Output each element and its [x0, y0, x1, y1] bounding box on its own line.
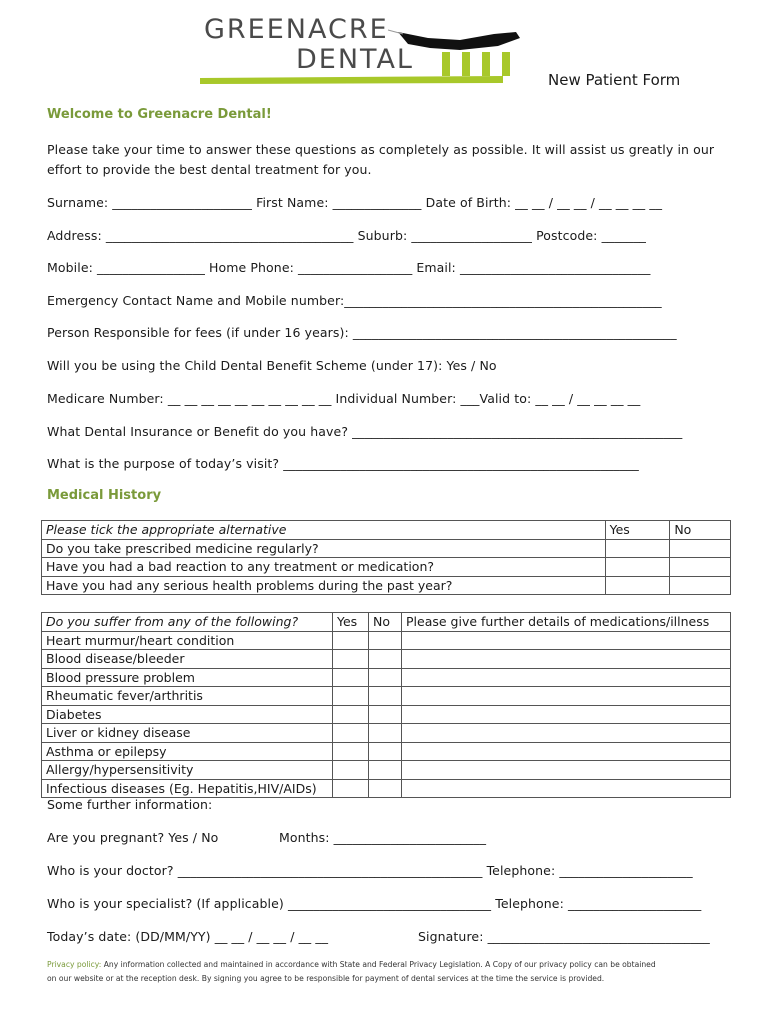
no-checkbox[interactable]	[369, 779, 402, 798]
no-checkbox[interactable]	[369, 631, 402, 650]
insurance-row[interactable]: What Dental Insurance or Benefit do you have? ____________________________________________________	[47, 424, 683, 439]
signature-field[interactable]: Signature: ___________________________________	[418, 929, 710, 944]
privacy-policy-text-1: Any information collected and maintained in accordance with State and Federal Privacy Legislation. A Copy of our privacy policy can be obtained	[101, 960, 656, 969]
table-row	[42, 558, 731, 577]
general-health-table	[41, 520, 731, 595]
yes-checkbox[interactable]	[333, 705, 369, 724]
emergency-contact-row[interactable]: Emergency Contact Name and Mobile number:__________________________________________________	[47, 293, 662, 308]
yes-checkbox[interactable]	[605, 576, 670, 595]
question-cell: Do you take prescribed medicine regularly?	[42, 539, 606, 558]
table-row	[42, 724, 731, 743]
no-checkbox[interactable]	[369, 687, 402, 706]
table-row	[42, 779, 731, 798]
yes-checkbox[interactable]	[605, 539, 670, 558]
condition-cell: Asthma or epilepsy	[42, 742, 333, 761]
yes-checkbox[interactable]	[333, 631, 369, 650]
no-checkbox[interactable]	[670, 558, 731, 577]
no-checkbox[interactable]	[369, 668, 402, 687]
pregnant-field[interactable]: Are you pregnant? Yes / No	[47, 830, 219, 845]
condition-cell: Heart murmur/heart condition	[42, 631, 333, 650]
condition-cell: Allergy/hypersensitivity	[42, 761, 333, 780]
conditions-table	[41, 612, 731, 798]
responsible-person-row[interactable]: Person Responsible for fees (if under 16 years): ___________________________________________________	[47, 325, 677, 340]
table-header-details: Please give further details of medications/illness	[402, 613, 731, 632]
no-checkbox[interactable]	[369, 705, 402, 724]
table-row	[42, 668, 731, 687]
intro-line-2: effort to provide the best dental treatment for you.	[47, 162, 372, 177]
further-info-label: Some further information:	[47, 797, 213, 812]
table-header-row	[42, 613, 731, 632]
details-field[interactable]	[402, 687, 731, 706]
condition-cell: Blood disease/bleeder	[42, 650, 333, 669]
no-checkbox[interactable]	[369, 761, 402, 780]
table-header-condition: Do you suffer from any of the following?	[42, 613, 333, 632]
table-row	[42, 742, 731, 761]
privacy-policy-line-2: on our website or at the reception desk. By signing you agree to be responsible for payment of dental services at the time the service is provided.	[47, 974, 605, 983]
logo-line2: DENTAL	[296, 44, 414, 75]
condition-cell: Blood pressure problem	[42, 668, 333, 687]
details-field[interactable]	[402, 705, 731, 724]
condition-cell: Diabetes	[42, 705, 333, 724]
logo-line1: GREENACRE	[204, 14, 389, 45]
table-row	[42, 705, 731, 724]
logo	[198, 10, 528, 90]
welcome-heading: Welcome to Greenacre Dental!	[47, 107, 272, 122]
table-header-yes: Yes	[333, 613, 369, 632]
yes-checkbox[interactable]	[333, 687, 369, 706]
yes-checkbox[interactable]	[333, 761, 369, 780]
condition-cell: Rheumatic fever/arthritis	[42, 687, 333, 706]
yes-checkbox[interactable]	[333, 668, 369, 687]
details-field[interactable]	[402, 779, 731, 798]
name-dob-row[interactable]: Surname: ______________________ First Name: ______________ Date of Birth: __ __ / __ __ / __ __ __ __	[47, 195, 663, 210]
toothbrush-logo-icon	[198, 10, 528, 90]
table-header-no: No	[670, 521, 731, 540]
specialist-row[interactable]: Who is your specialist? (If applicable) ________________________________ Telephone: _____________________	[47, 896, 702, 911]
table-header-yes: Yes	[605, 521, 670, 540]
details-field[interactable]	[402, 631, 731, 650]
table-row	[42, 687, 731, 706]
medicare-row[interactable]: Medicare Number: __ __ __ __ __ __ __ __ __ __ Individual Number: ___Valid to: __ __ / __ __ __ __	[47, 391, 641, 406]
details-field[interactable]	[402, 724, 731, 743]
no-checkbox[interactable]	[670, 576, 731, 595]
details-field[interactable]	[402, 742, 731, 761]
no-checkbox[interactable]	[369, 650, 402, 669]
privacy-policy	[47, 958, 656, 972]
question-cell: Have you had a bad reaction to any treatment or medication?	[42, 558, 606, 577]
table-row	[42, 539, 731, 558]
yes-checkbox[interactable]	[333, 742, 369, 761]
yes-checkbox[interactable]	[333, 724, 369, 743]
table-row	[42, 631, 731, 650]
condition-cell: Infectious diseases (Eg. Hepatitis,HIV/AIDs)	[42, 779, 333, 798]
child-benefit-row[interactable]: Will you be using the Child Dental Benefit Scheme (under 17): Yes / No	[47, 358, 497, 373]
yes-checkbox[interactable]	[605, 558, 670, 577]
yes-checkbox[interactable]	[333, 779, 369, 798]
form-title: New Patient Form	[548, 71, 681, 89]
no-checkbox[interactable]	[369, 724, 402, 743]
medical-history-heading: Medical History	[47, 488, 162, 503]
details-field[interactable]	[402, 650, 731, 669]
intro-line-1: Please take your time to answer these questions as completely as possible. It will assist us greatly in our	[47, 142, 715, 157]
details-field[interactable]	[402, 668, 731, 687]
visit-purpose-row[interactable]: What is the purpose of today’s visit? ________________________________________________________	[47, 456, 639, 471]
table-header-row	[42, 521, 731, 540]
table-header-no: No	[369, 613, 402, 632]
question-cell: Have you had any serious health problems during the past year?	[42, 576, 606, 595]
contact-row[interactable]: Mobile: _________________ Home Phone: __________________ Email: ______________________________	[47, 260, 651, 275]
address-row[interactable]: Address: _______________________________________ Suburb: ___________________ Postcode: _______	[47, 228, 647, 243]
table-row	[42, 650, 731, 669]
table-row	[42, 576, 731, 595]
doctor-row[interactable]: Who is your doctor? ________________________________________________ Telephone: _____________________	[47, 863, 693, 878]
details-field[interactable]	[402, 761, 731, 780]
table-row	[42, 761, 731, 780]
privacy-policy-label: Privacy policy:	[47, 960, 102, 969]
no-checkbox[interactable]	[369, 742, 402, 761]
todays-date-field[interactable]: Today’s date: (DD/MM/YY) __ __ / __ __ / __ __	[47, 929, 329, 944]
condition-cell: Liver or kidney disease	[42, 724, 333, 743]
yes-checkbox[interactable]	[333, 650, 369, 669]
months-field[interactable]: Months: ________________________	[279, 830, 487, 845]
no-checkbox[interactable]	[670, 539, 731, 558]
table-header-question: Please tick the appropriate alternative	[42, 521, 606, 540]
